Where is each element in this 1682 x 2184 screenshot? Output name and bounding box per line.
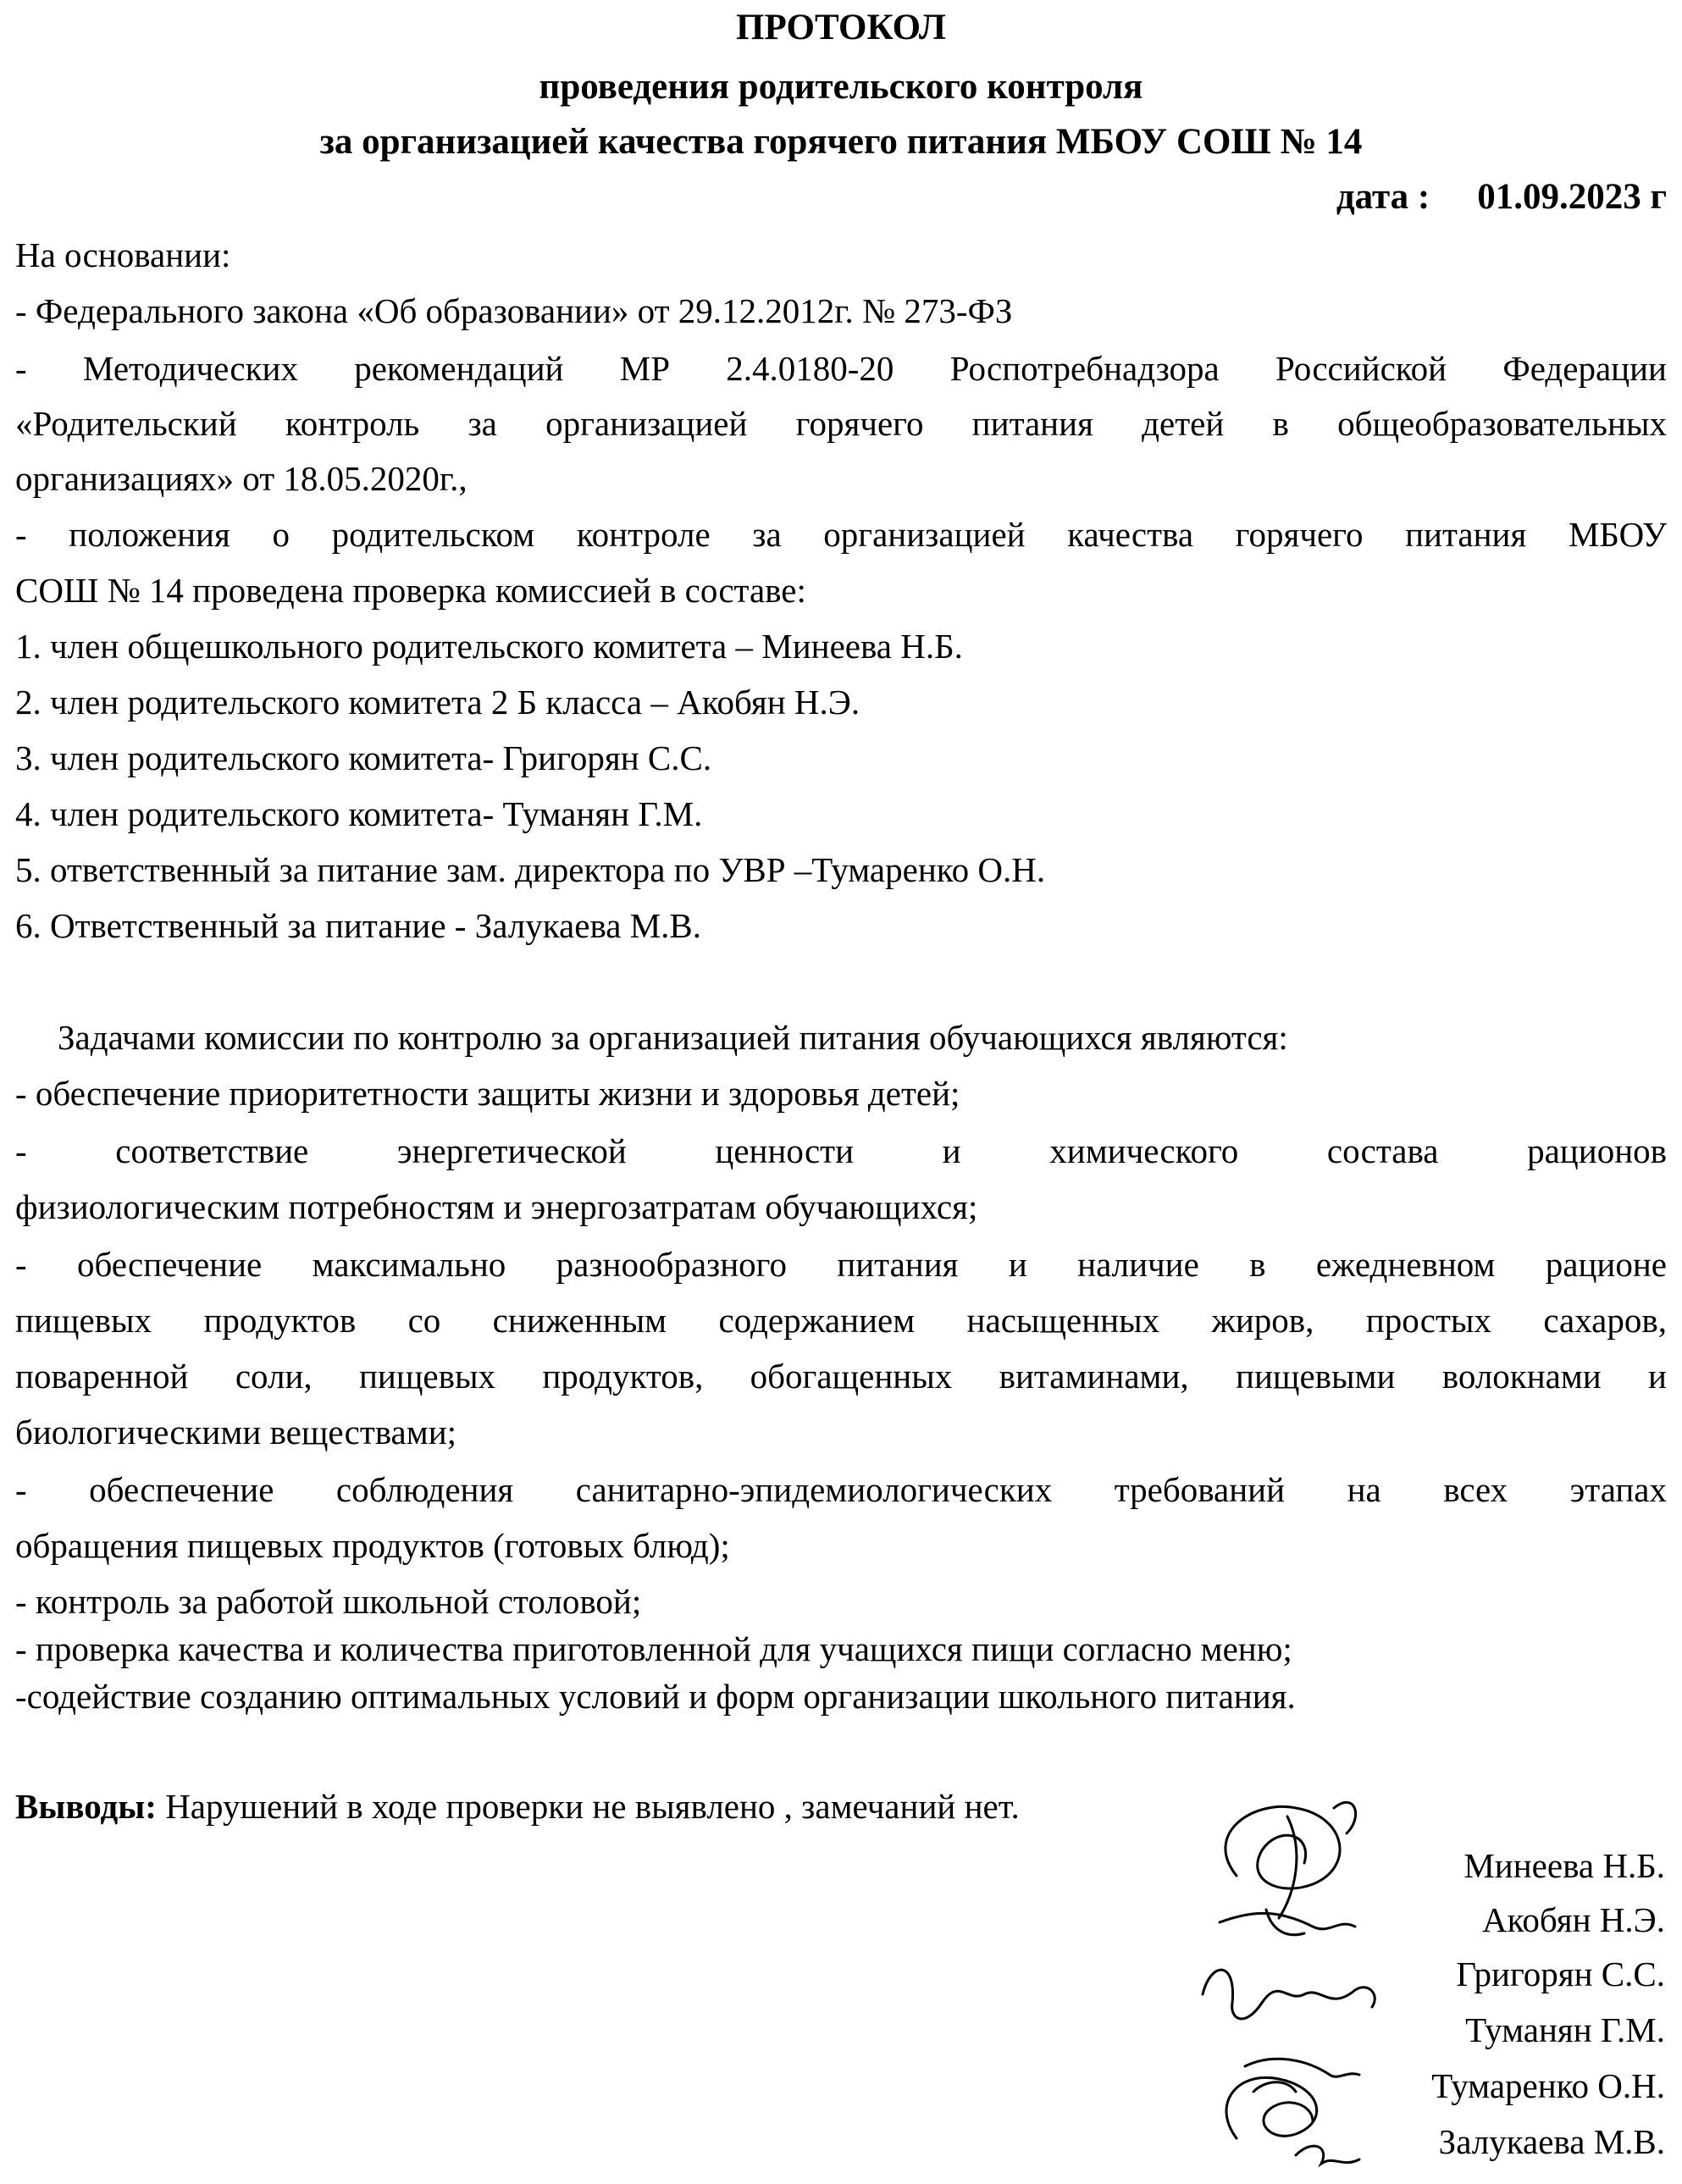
date-label: дата : (1336, 177, 1430, 217)
task-line: - обеспечение соблюдения санитарно-эпидемиологических требований на всех этапах (15, 1470, 1667, 1509)
date-value: 01.09.2023 г (1477, 177, 1667, 217)
signature-name: Залукаева М.В. (1438, 2122, 1665, 2161)
member-item: 4. член родительского комитета- Туманян Г.М. (15, 794, 703, 833)
document-date (1336, 176, 1667, 218)
signature-name: Туманян Г.М. (1465, 2010, 1665, 2049)
task-line: поваренной соли, пищевых продуктов, обогащенных витаминами, пищевыми волокнами и (15, 1357, 1667, 1396)
task-line: физиологическим потребностям и энергозатратам обучающихся; (15, 1187, 978, 1226)
task-line: биологическими веществами; (15, 1413, 457, 1451)
conclusion-label: Выводы: (15, 1787, 157, 1826)
member-item: 5. ответственный за питание зам. директора по УВР –Тумаренко О.Н. (15, 850, 1046, 889)
basis-mr-line: организациях» от 18.05.2020г., (15, 459, 468, 498)
member-item: 6. Ответственный за питание - Залукаева М.В. (15, 906, 702, 945)
document-subtitle: проведения родительского контроля (539, 67, 1143, 107)
basis-law: - Федерального закона «Об образовании» от 29.12.2012г. № 273-ФЗ (15, 291, 1013, 330)
signature-name: Минеева Н.Б. (1463, 1846, 1665, 1885)
task-line: - соответствие энергетической ценности и химического состава рационов (15, 1131, 1667, 1170)
basis-intro: На основании: (15, 235, 231, 274)
signature-name: Григорян С.С. (1456, 1955, 1665, 1993)
task-line: -содействие созданию оптимальных условий и форм организации школьного питания. (15, 1677, 1296, 1716)
basis-mr-line: - Методических рекомендаций МР 2.4.0180-20 Роспотребнадзора Российской Федерации (15, 349, 1667, 388)
task-line: - проверка качества и количества приготовленной для учащихся пищи согласно меню; (15, 1629, 1292, 1668)
basis-mr-line: «Родительский контроль за организацией горячего питания детей в общеобразовательных (15, 404, 1667, 443)
task-line: - контроль за работой школьной столовой; (15, 1582, 642, 1621)
task-line: пищевых продуктов со сниженным содержанием насыщенных жиров, простых сахаров, (15, 1301, 1667, 1340)
document-subtitle-2: за организацией качества горячего питания МБОУ СОШ № 14 (319, 122, 1363, 162)
document-title: ПРОТОКОЛ (736, 8, 946, 47)
tasks-intro: Задачами комиссии по контролю за организацией питания обучающихся являются: (58, 1018, 1288, 1057)
task-line: обращения пищевых продуктов (готовых блюд); (15, 1526, 730, 1565)
member-item: 1. член общешкольного родительского комитета – Минеева Н.Б. (15, 627, 963, 666)
signature-name: Тумаренко О.Н. (1431, 2066, 1665, 2105)
basis-regulation-line: СОШ № 14 проведена проверка комиссией в составе: (15, 571, 806, 610)
signature-name: Акобян Н.Э. (1481, 1900, 1665, 1939)
member-item: 3. член родительского комитета- Григорян С.С. (15, 738, 712, 777)
member-item: 2. член родительского комитета 2 Б класса – Акобян Н.Э. (15, 683, 860, 722)
task-line: - обеспечение приоритетности защиты жизни и здоровья детей; (15, 1074, 960, 1113)
task-line: - обеспечение максимально разнообразного питания и наличие в ежедневном рационе (15, 1245, 1667, 1284)
basis-regulation-line: - положения о родительском контроле за организацией качества горячего питания МБОУ (15, 515, 1667, 554)
conclusion-text: Нарушений в ходе проверки не выявлено , замечаний нет. (156, 1787, 1020, 1826)
